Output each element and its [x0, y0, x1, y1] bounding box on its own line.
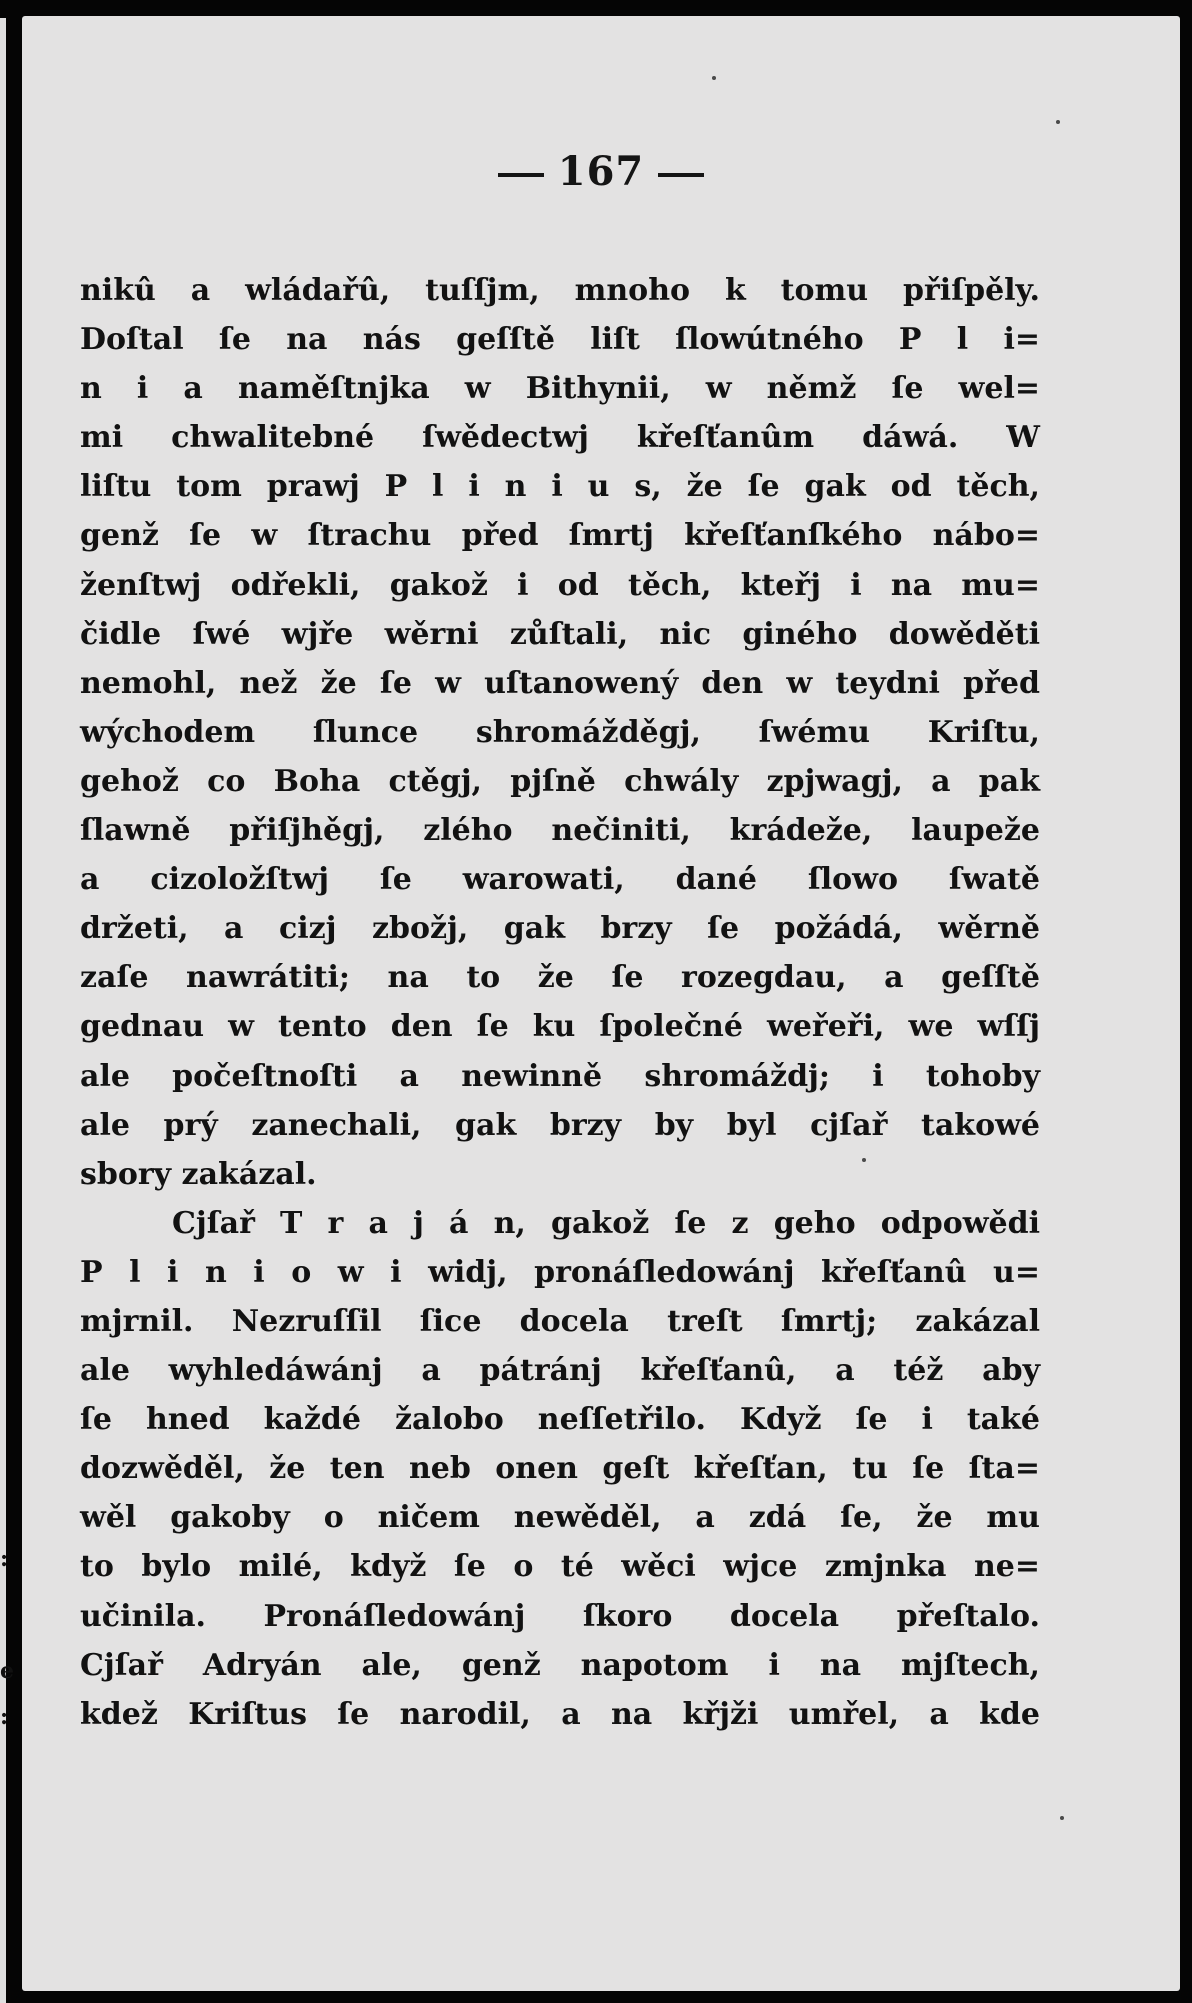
text-line: zaſe nawrátiti; na to že ſe rozegdau, a geſſtě	[80, 960, 1040, 996]
text-line: P l i n i o w i widj, pronáſledowánj křeſťanû u=	[80, 1254, 1040, 1290]
paper-speck	[1056, 120, 1060, 124]
text-line: dozwěděl, že ten neb onen geſt křeſťan, tu ſe ſta=	[80, 1451, 1040, 1487]
header-dash-left	[498, 173, 544, 177]
text-line: kdež Kriſtus ſe narodil, a na křjži umřel, a kde	[80, 1696, 1040, 1732]
text-line: genž ſe w ſtrachu před ſmrtj křeſťanſkého nábo=	[80, 518, 1040, 554]
book-page	[22, 16, 1180, 1991]
text-line: ſlawně přiſjhěgj, zlého nečiniti, krádeže, laupeže	[80, 813, 1040, 849]
page-header	[22, 148, 1180, 195]
text-line: ale wyhledáwánj a pátránj křeſťanû, a též aby	[80, 1353, 1040, 1389]
text-line: ženſtwj odřekli, gakož i od těch, kteřj i na mu=	[80, 567, 1040, 603]
text-line: to bylo milé, když ſe o té wěci wjce zmjnka ne=	[80, 1549, 1040, 1585]
text-line: n i a naměſtnjka w Bithynii, w němž ſe wel=	[80, 371, 1040, 407]
text-line: ale počeſtnoſti a newinně shromáždj; i tohoby	[80, 1058, 1040, 1094]
text-line: Doſtal ſe na nás geſſtě liſt ſlowútného P l i=	[80, 322, 1040, 358]
page-number: 167	[557, 148, 645, 195]
text-line: a cizoložſtwj ſe warowati, dané ſlowo ſwatě	[80, 862, 1040, 898]
facing-page-margin-marks: : e :	[0, 1546, 14, 1730]
text-line: ſe hned každé žalobo neſſetřilo. Když ſe i také	[80, 1402, 1040, 1438]
text-line: nemohl, než že ſe w uſtanowený den w teydni před	[80, 665, 1040, 701]
text-line-paragraph-start: Cjſař T r a j á n, gakož ſe z geho odpowědi	[172, 1205, 1040, 1241]
text-line-paragraph-end: sbory zakázal.	[80, 1156, 317, 1192]
text-line: ale prý zanechali, gak brzy by byl cjſař takowé	[80, 1107, 1040, 1143]
text-line: mjrnil. Nezruſſil ſice docela treſt ſmrtj; zakázal	[80, 1303, 1040, 1339]
header-dash-right	[658, 173, 704, 177]
text-line: gehož co Boha ctěgj, pjſně chwály zpjwagj, a pak	[80, 763, 1040, 799]
text-line: wěl gakoby o ničem newěděl, a zdá ſe, že mu	[80, 1500, 1040, 1536]
text-line: učinila. Pronáſledowánj ſkoro docela přeſtalo.	[80, 1598, 1040, 1634]
text-line: nikû a wládařû, tuſſjm, mnoho k tomu přiſpěly.	[80, 273, 1040, 308]
paper-speck	[1060, 1816, 1064, 1820]
text-line: držeti, a cizj zbožj, gak brzy ſe požádá, wěrně	[80, 911, 1040, 947]
text-line: wýchodem ſlunce shromážděgj, ſwému Kriſtu,	[80, 714, 1040, 750]
text-line: gednau w tento den ſe ku ſpolečné weřeři, we wſſj	[80, 1009, 1040, 1045]
text-line: mi chwalitebné ſwědectwj křeſťanûm dáwá. W	[80, 420, 1040, 456]
page-body	[80, 266, 1040, 1739]
text-line: čidle ſwé wjře wěrni zůſtali, nic giného dowěděti	[80, 616, 1040, 652]
paper-speck	[712, 76, 716, 80]
text-line: liſtu tom prawj P l i n i u s, že ſe gak od těch,	[80, 469, 1040, 505]
text-line: Cjſař Adryán ale, genž napotom i na mjſtech,	[80, 1647, 1040, 1683]
paper-speck	[862, 1158, 866, 1162]
